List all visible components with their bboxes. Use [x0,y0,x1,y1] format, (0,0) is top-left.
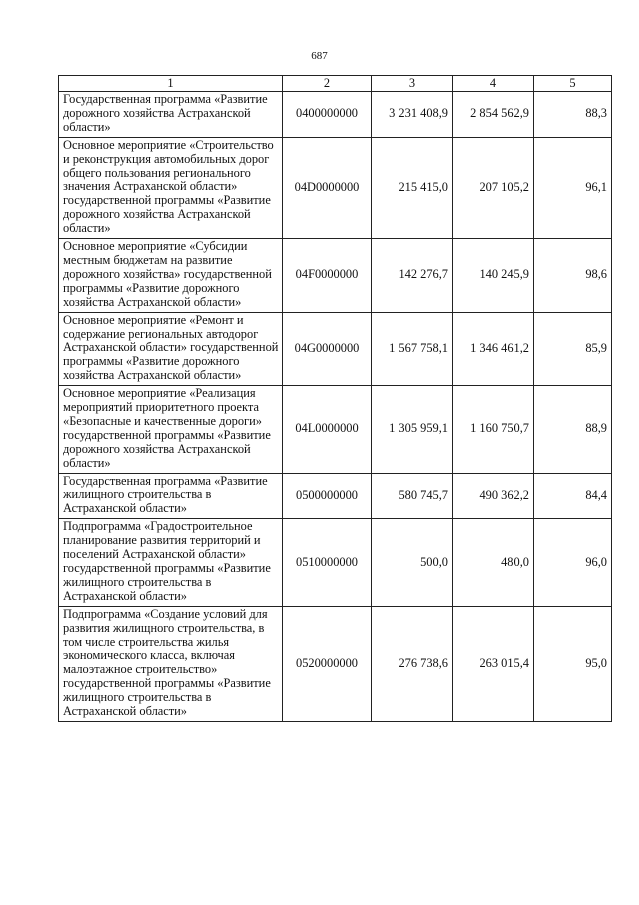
table-row [59,606,612,721]
actual-amount-cell: 207 105,2 [453,137,534,238]
plan-amount-cell: 215 415,0 [372,137,453,238]
header-col-3: 3 [372,76,453,92]
table-header-row [59,76,612,92]
program-name-cell: Основное мероприятие «Строительство и реконструкция автомобильных дорог общего пользования регионального значения Астраханской области» государственной программы «Развитие дорожного хозяйства Астраханской области» [59,137,283,238]
table-row [59,312,612,386]
plan-amount-cell: 1 305 959,1 [372,386,453,473]
program-code-cell: 04F0000000 [283,239,372,313]
actual-amount-cell: 480,0 [453,519,534,606]
table-row [59,519,612,606]
actual-amount-cell: 1 346 461,2 [453,312,534,386]
program-code-cell: 0500000000 [283,473,372,519]
percent-cell: 96,1 [534,137,612,238]
program-name-cell: Основное мероприятие «Ремонт и содержание региональных автодорог Астраханской области» государственной программы «Развитие дорожного хозяйства Астраханской области» [59,312,283,386]
program-code-cell: 0400000000 [283,92,372,138]
plan-amount-cell: 142 276,7 [372,239,453,313]
program-name-cell: Государственная программа «Развитие дорожного хозяйства Астраханской области» [59,92,283,138]
program-name-cell: Государственная программа «Развитие жилищного строительства в Астраханской области» [59,473,283,519]
program-name-cell: Подпрограмма «Градостроительное планирование развития территорий и поселений Астраханской области» государственной программы «Развитие жилищного строительства в Астраханской области» [59,519,283,606]
actual-amount-cell: 263 015,4 [453,606,534,721]
budget-table [58,75,612,722]
percent-cell: 85,9 [534,312,612,386]
plan-amount-cell: 500,0 [372,519,453,606]
percent-cell: 95,0 [534,606,612,721]
percent-cell: 96,0 [534,519,612,606]
header-col-1: 1 [59,76,283,92]
percent-cell: 84,4 [534,473,612,519]
plan-amount-cell: 3 231 408,9 [372,92,453,138]
program-name-cell: Основное мероприятие «Реализация мероприятий приоритетного проекта «Безопасные и качественные дороги» государственной программы «Развитие дорожного хозяйства Астраханской области» [59,386,283,473]
header-col-4: 4 [453,76,534,92]
plan-amount-cell: 1 567 758,1 [372,312,453,386]
percent-cell: 98,6 [534,239,612,313]
program-code-cell: 0510000000 [283,519,372,606]
actual-amount-cell: 2 854 562,9 [453,92,534,138]
percent-cell: 88,9 [534,386,612,473]
header-col-5: 5 [534,76,612,92]
table-row [59,137,612,238]
program-name-cell: Подпрограмма «Создание условий для развития жилищного строительства, в том числе строительства жилья экономического класса, включая малоэтажное строительство» государственной программы «Развитие жилищного строительства в Астраханской области» [59,606,283,721]
program-code-cell: 04L0000000 [283,386,372,473]
actual-amount-cell: 490 362,2 [453,473,534,519]
table-row [59,239,612,313]
table-row [59,92,612,138]
header-col-2: 2 [283,76,372,92]
table-row [59,473,612,519]
program-name-cell: Основное мероприятие «Субсидии местным бюджетам на развитие дорожного хозяйства» государственной программы «Развитие дорожного хозяйства Астраханской области» [59,239,283,313]
plan-amount-cell: 580 745,7 [372,473,453,519]
program-code-cell: 04G0000000 [283,312,372,386]
table-row [59,386,612,473]
program-code-cell: 0520000000 [283,606,372,721]
program-code-cell: 04D0000000 [283,137,372,238]
actual-amount-cell: 1 160 750,7 [453,386,534,473]
page-number: 687 [311,50,328,62]
actual-amount-cell: 140 245,9 [453,239,534,313]
percent-cell: 88,3 [534,92,612,138]
plan-amount-cell: 276 738,6 [372,606,453,721]
